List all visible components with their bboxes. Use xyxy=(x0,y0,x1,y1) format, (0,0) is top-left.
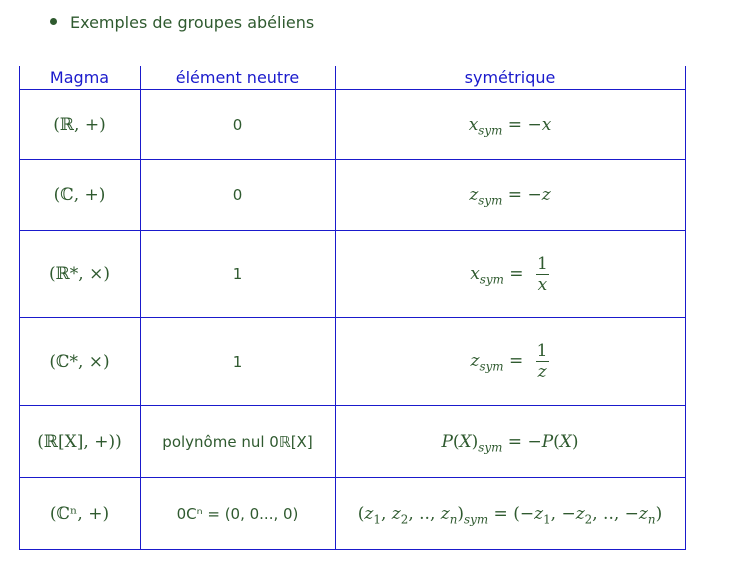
cell-magma-2: (ℂ, +) xyxy=(53,185,106,205)
cell-neutral-4: 1 xyxy=(232,352,243,371)
cell-neutral-6: 0Cⁿ = (0, 0..., 0) xyxy=(176,504,299,523)
formula-z-inverse: $z_{sym}$ = $\frac{1}{z}$ xyxy=(470,341,548,382)
header-magma: Magma xyxy=(49,68,110,87)
cell-symmetric-2 xyxy=(335,160,685,230)
cell-magma-6: (ℂⁿ, +) xyxy=(49,503,110,524)
bullet-text: Exemples de groupes abéliens xyxy=(70,13,315,32)
table-bottom-rule xyxy=(19,549,686,550)
cell-neutral-5: polynôme nul 0ℝ[X] xyxy=(162,432,313,451)
cell-neutral-1: 0 xyxy=(232,115,243,134)
formula-x-sym: $x_{sym} = -x$ xyxy=(468,114,552,137)
formula-tuple-sym: ($z_1$, $z_2$, .., $z_n)_{sym} = (-z_1$, $-z_2$, .., $-z_n$) xyxy=(357,503,663,526)
cell-symmetric-4 xyxy=(335,318,685,405)
cell-neutral-2: 0 xyxy=(232,186,243,204)
cell-magma-1: (ℝ, +) xyxy=(53,114,106,135)
cell-neutral-3: 1 xyxy=(232,265,243,283)
cell-magma-4: (ℂ*, ×) xyxy=(49,351,110,372)
header-neutral: élément neutre xyxy=(175,68,300,87)
cell-symmetric-3 xyxy=(335,231,685,317)
cell-symmetric-1 xyxy=(335,90,685,159)
formula-x-inverse: $x_{sym}$ = $\frac{1}{x}$ xyxy=(470,253,548,295)
formula-polynomial-sym: $P(X)_{sym} = -P(X)$ xyxy=(441,431,579,454)
formula-z-sym: $z_{sym} = -z$ xyxy=(469,185,551,208)
cell-symmetric-6 xyxy=(335,478,685,549)
cell-magma-5: (ℝ[X], +)) xyxy=(37,431,122,452)
cell-magma-3: (ℝ*, ×) xyxy=(49,264,110,284)
cell-symmetric-5 xyxy=(335,406,685,477)
header-symmetric: symétrique xyxy=(464,68,556,87)
